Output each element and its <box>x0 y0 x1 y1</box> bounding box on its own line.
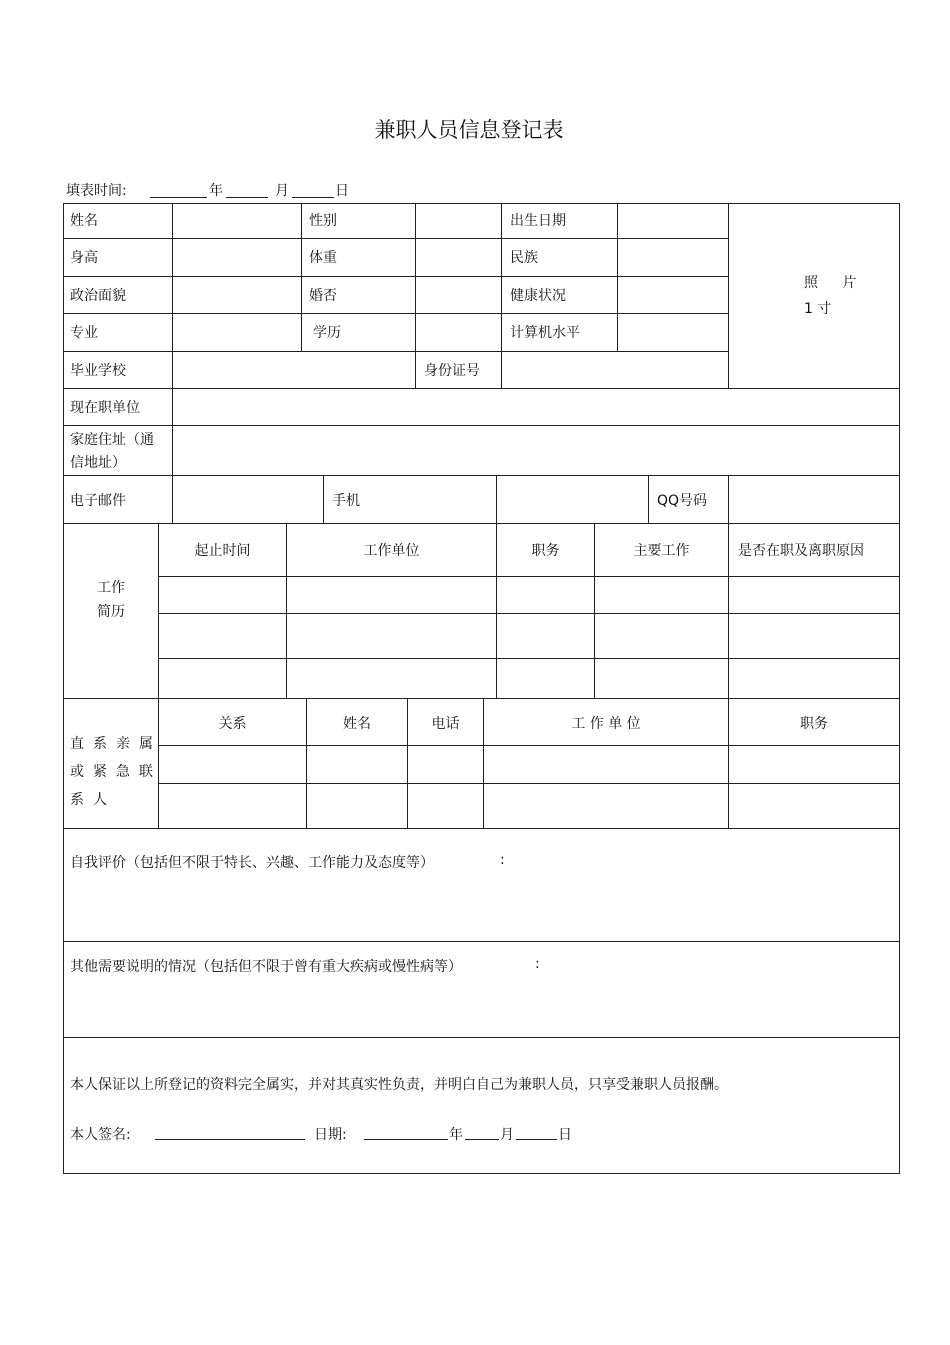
address-label-line2: 信地址） <box>70 455 126 471</box>
sign-day-field[interactable] <box>516 1139 557 1140</box>
address-label-line1: 家庭住址（通 <box>70 432 154 448</box>
relatives-header-relation: 关系 <box>218 716 247 732</box>
employer-input[interactable] <box>173 389 899 425</box>
relatives-label-line2: 或紧急联 <box>70 764 162 780</box>
ethnicity-label: 民族 <box>510 250 538 266</box>
photo-box[interactable] <box>729 204 899 388</box>
health-input[interactable] <box>618 277 727 313</box>
height-label: 身高 <box>70 250 98 266</box>
work-row[interactable] <box>159 659 899 698</box>
major-label: 专业 <box>70 325 98 341</box>
work-header-employer: 工作单位 <box>363 543 420 559</box>
sign-day-label: 日 <box>558 1127 572 1143</box>
id-number-label: 身份证号 <box>424 363 480 379</box>
work-history-label-line2: 简历 <box>97 604 125 620</box>
ethnicity-input[interactable] <box>618 239 727 276</box>
birth-input[interactable] <box>618 204 727 238</box>
other-input[interactable] <box>64 980 899 1036</box>
major-input[interactable] <box>173 314 300 351</box>
email-label: 电子邮件 <box>70 493 126 509</box>
fill-day-label: 日 <box>335 183 349 199</box>
qq-label: QQ号码 <box>657 493 708 509</box>
weight-input[interactable] <box>416 239 500 276</box>
relatives-label <box>70 730 162 814</box>
height-input[interactable] <box>173 239 300 276</box>
computer-label: 计算机水平 <box>510 325 580 341</box>
qq-input[interactable] <box>729 476 899 523</box>
health-label: 健康状况 <box>510 288 566 304</box>
relatives-row[interactable] <box>159 784 899 828</box>
relatives-label-line3: 系人 <box>70 792 116 808</box>
mobile-label: 手机 <box>332 493 360 509</box>
birth-label: 出生日期 <box>510 213 566 229</box>
sign-year-label: 年 <box>449 1127 463 1143</box>
declaration-text: 本人保证以上所登记的资料完全属实，并对其真实性负责，并明白自己为兼职人员，只享受兼职人员报酬。 <box>70 1077 728 1093</box>
sign-month-field[interactable] <box>465 1139 499 1140</box>
politics-label: 政治面貌 <box>70 288 126 304</box>
work-history-label <box>64 576 158 624</box>
work-header-period: 起止时间 <box>194 543 251 559</box>
education-input[interactable] <box>416 314 500 351</box>
fill-month-label: 月 <box>275 183 289 199</box>
gender-input[interactable] <box>416 204 500 238</box>
fill-year-field[interactable] <box>150 197 207 198</box>
gender-label: 性别 <box>309 213 337 229</box>
sign-year-field[interactable] <box>364 1139 448 1140</box>
fill-date-label: 填表时间: <box>66 183 127 199</box>
employer-label: 现在职单位 <box>70 400 140 416</box>
self-eval-colon: : <box>500 852 505 868</box>
fill-month-field[interactable] <box>226 197 268 198</box>
marital-label: 婚否 <box>309 288 337 304</box>
work-history-label-line1: 工作 <box>97 580 125 596</box>
id-number-input[interactable] <box>502 352 727 388</box>
name-label: 姓名 <box>70 213 98 229</box>
sign-date-label: 日期: <box>314 1127 347 1143</box>
address-label <box>70 429 154 475</box>
relatives-header-name: 姓名 <box>343 716 371 732</box>
self-eval-label: 自我评价（包括但不限于特长、兴趣、工作能力及态度等） <box>70 855 434 871</box>
weight-label: 体重 <box>309 250 337 266</box>
signature-field[interactable] <box>155 1139 305 1140</box>
school-input[interactable] <box>173 352 414 388</box>
work-header-position: 职务 <box>531 543 560 559</box>
work-header-duties: 主要工作 <box>633 543 690 559</box>
work-header-status: 是否在职及离职原因 <box>738 543 864 559</box>
relatives-row[interactable] <box>159 746 899 783</box>
photo-size-label: 1 寸 <box>804 301 832 317</box>
school-label: 毕业学校 <box>70 363 126 379</box>
fill-year-label: 年 <box>209 183 223 199</box>
address-input[interactable] <box>173 426 899 475</box>
self-eval-input[interactable] <box>64 875 899 940</box>
other-label: 其他需要说明的情况（包括但不限于曾有重大疾病或慢性病等） <box>70 959 462 975</box>
page-title: 兼职人员信息登记表 <box>374 118 564 142</box>
relatives-header-position: 职务 <box>800 716 828 732</box>
signature-label: 本人签名: <box>70 1127 131 1143</box>
photo-label: 照 片 <box>804 275 867 291</box>
mobile-input[interactable] <box>497 476 648 523</box>
name-input[interactable] <box>173 204 300 238</box>
computer-input[interactable] <box>618 314 727 351</box>
politics-input[interactable] <box>173 277 300 313</box>
education-label: 学历 <box>313 325 341 341</box>
email-input[interactable] <box>173 476 323 523</box>
sign-month-label: 月 <box>500 1127 514 1143</box>
other-colon: : <box>535 956 540 972</box>
work-row[interactable] <box>159 614 899 658</box>
fill-day-field[interactable] <box>292 197 334 198</box>
relatives-label-line1: 直系亲属 <box>70 736 162 752</box>
work-row[interactable] <box>159 577 899 613</box>
marital-input[interactable] <box>416 277 500 313</box>
relatives-header-employer: 工 作 单 位 <box>571 716 641 732</box>
relatives-header-phone: 电话 <box>431 716 460 732</box>
